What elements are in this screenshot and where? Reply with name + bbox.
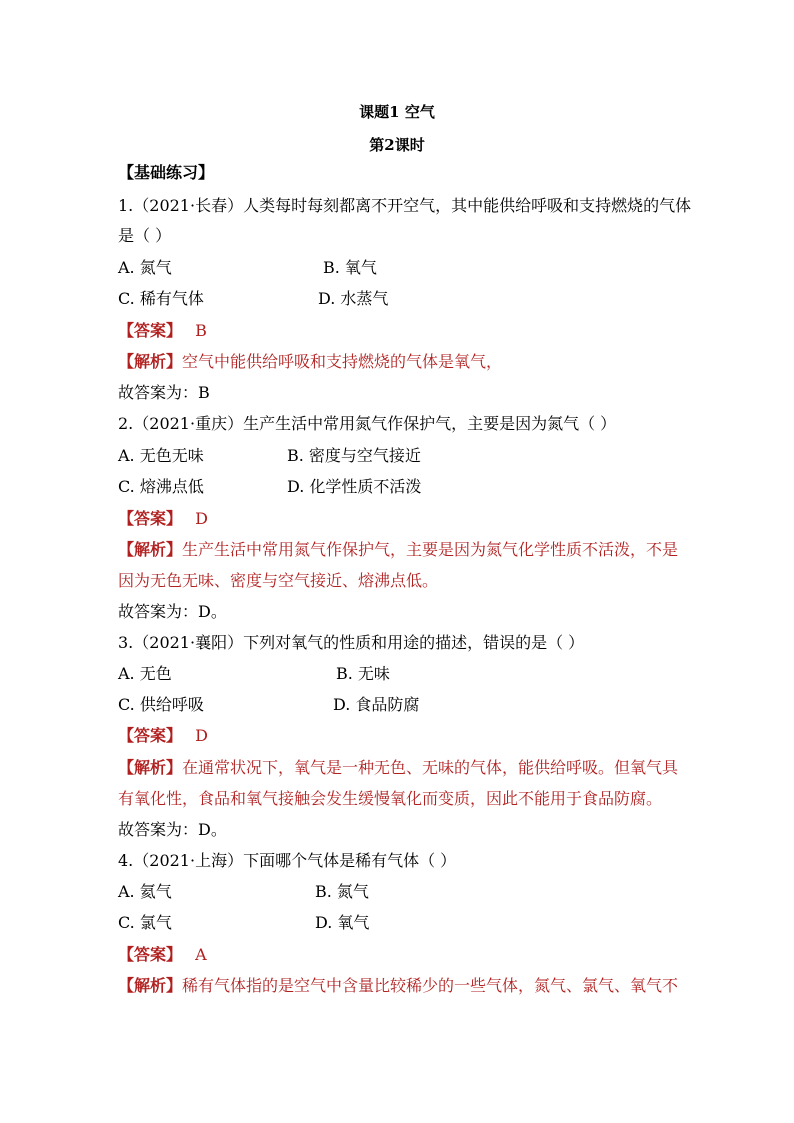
section-heading: 【基础练习】 xyxy=(118,163,215,182)
q1-option-c: C. 稀有气体 xyxy=(118,289,204,308)
answer-tag: 【答案】 xyxy=(118,321,183,340)
q3-option-b: B. 无味 xyxy=(336,664,390,683)
q3-answer-row xyxy=(118,726,208,746)
q3-analysis-row xyxy=(118,758,678,778)
q4-analysis-line1: 稀有气体指的是空气中含量比较稀少的一些气体，氮气、氯气、氧气不 xyxy=(182,976,679,995)
q4-option-d: D. 氧气 xyxy=(315,913,370,932)
q1-option-d: D. 水蒸气 xyxy=(318,289,389,308)
q2-option-a: A. 无色无味 xyxy=(118,446,204,465)
q3-analysis-line1: 在通常状况下，氧气是一种无色、无味的气体，能供给呼吸。但氧气具 xyxy=(182,758,679,777)
q3-conclusion: 故答案为：D。 xyxy=(118,820,227,839)
analysis-tag: 【解析】 xyxy=(118,352,183,371)
q4-stem-line1: 4.（2021·上海）下面哪个气体是稀有气体（ ） xyxy=(118,851,457,870)
q3-answer: D xyxy=(195,726,208,745)
q2-conclusion: 故答案为：D。 xyxy=(118,602,227,621)
q4-option-a: A. 氦气 xyxy=(118,882,172,901)
q2-stem-line1: 2.（2021·重庆）生产生活中常用氮气作保护气，主要是因为氮气（ ） xyxy=(118,414,617,433)
q1-analysis-row xyxy=(118,352,502,372)
q1-analysis-line1: 空气中能供给呼吸和支持燃烧的气体是氧气， xyxy=(182,352,503,371)
q2-option-b: B. 密度与空气接近 xyxy=(287,446,421,465)
q1-stem-line2: 是（ ） xyxy=(118,226,172,245)
q2-answer: D xyxy=(195,509,208,528)
q1-option-a: A. 氮气 xyxy=(118,258,172,277)
q1-answer-row xyxy=(118,321,207,341)
q3-option-a: A. 无色 xyxy=(118,664,172,683)
q4-option-b: B. 氮气 xyxy=(315,882,369,901)
q3-option-c: C. 供给呼吸 xyxy=(118,695,204,714)
answer-tag: 【答案】 xyxy=(118,509,183,528)
q1-option-b: B. 氧气 xyxy=(323,258,377,277)
q4-answer-row xyxy=(118,945,207,965)
doc-subtitle: 第2课时 xyxy=(369,136,425,154)
analysis-tag: 【解析】 xyxy=(118,758,183,777)
q2-option-d: D. 化学性质不活泼 xyxy=(287,477,422,496)
q3-stem-line1: 3.（2021·襄阳）下列对氧气的性质和用途的描述，错误的是（ ） xyxy=(118,633,585,652)
doc-title: 课题1 空气 xyxy=(359,103,435,121)
q1-conclusion: 故答案为：B xyxy=(118,383,210,402)
q4-option-c: C. 氯气 xyxy=(118,913,172,932)
q4-analysis-row xyxy=(118,976,678,996)
q3-analysis-line2: 有氧化性，食品和氧气接触会发生缓慢氧化而变质，因此不能用于食品防腐。 xyxy=(118,789,663,808)
answer-tag: 【答案】 xyxy=(118,726,183,745)
analysis-tag: 【解析】 xyxy=(118,976,183,995)
q2-analysis-line2: 因为无色无味、密度与空气接近、熔沸点低。 xyxy=(118,571,439,590)
answer-tag: 【答案】 xyxy=(118,945,183,964)
q2-analysis-line1: 生产生活中常用氮气作保护气，主要是因为氮气化学性质不活泼，不是 xyxy=(182,540,679,559)
q3-option-d: D. 食品防腐 xyxy=(333,695,420,714)
q1-stem-line1: 1.（2021·长春）人类每时每刻都离不开空气，其中能供给呼吸和支持燃烧的气体 xyxy=(118,196,692,215)
analysis-tag: 【解析】 xyxy=(118,540,183,559)
q1-answer: B xyxy=(195,321,207,340)
q2-option-c: C. 熔沸点低 xyxy=(118,477,204,496)
q4-answer: A xyxy=(195,945,207,964)
q2-analysis-row xyxy=(118,540,678,560)
q2-answer-row xyxy=(118,509,208,529)
